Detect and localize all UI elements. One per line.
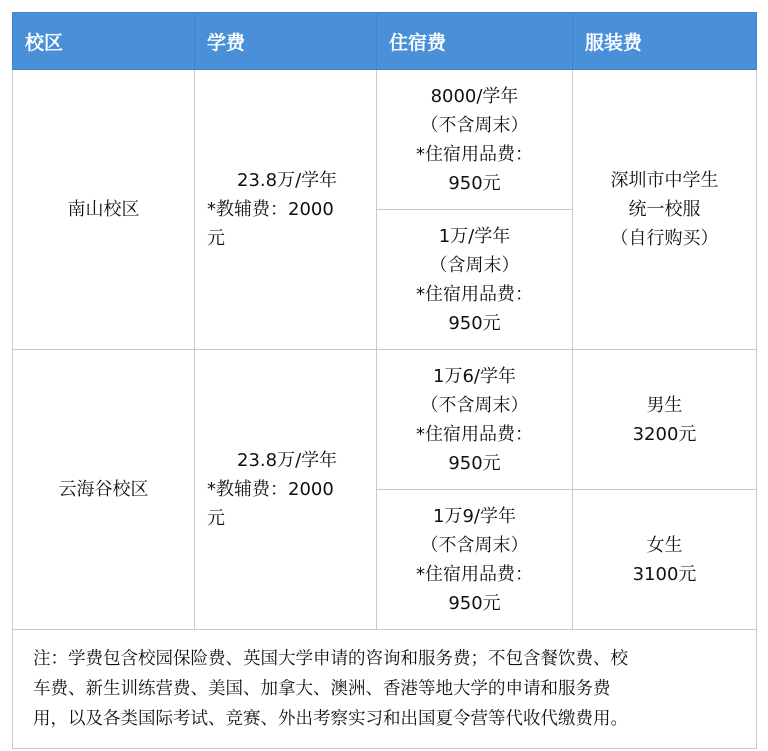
lodging-supplies-label: *住宿用品费： [416,143,533,165]
uniform-cell [573,350,757,490]
uniform-line: 女生 [646,534,683,556]
uniform-line: 3200元 [632,423,697,445]
lodging-supplies-label: *住宿用品费： [416,283,533,305]
uniform-line: 3100元 [632,563,697,585]
uniform-line: 统一校服 [628,199,701,220]
lodging-supplies-fee: 950元 [448,172,501,194]
uniform-cell [573,70,757,350]
lodging-cell [377,490,573,630]
header-lodging: 住宿费 [377,13,573,70]
header-row [13,13,757,70]
uniform-line: 男生 [646,394,683,416]
note-row [13,630,757,749]
uniform-cell [573,490,757,630]
tuition-supplement-unit: 元 [207,228,225,249]
lodging-cell [377,350,573,490]
tuition-supplement: *教辅费：2000 [207,479,334,500]
lodging-supplies-label: *住宿用品费： [416,563,533,585]
lodging-cell [377,210,573,350]
lodging-price: 1万6/学年 [433,365,516,387]
lodging-cell [377,70,573,210]
tuition-amount: 23.8万/学年 [237,170,338,191]
lodging-supplies-fee: 950元 [448,312,501,334]
fee-table [12,12,757,749]
table-row [13,70,757,210]
tuition-cell [195,350,377,630]
note-line: 用，以及各类国际考试、竞赛、外出考察实习和出国夏令营等代收代缴费用。 [33,709,628,729]
lodging-price: 1万9/学年 [433,505,516,527]
lodging-weekend: （含周末） [429,254,520,276]
tuition-cell [195,70,377,350]
tuition-supplement-unit: 元 [207,508,225,529]
tuition-amount: 23.8万/学年 [237,450,338,471]
note-line: 注：学费包含校园保险费、英国大学申请的咨询和服务费；不包含餐饮费、校 [33,649,628,669]
lodging-price: 8000/学年 [430,85,519,107]
tuition-supplement: *教辅费：2000 [207,199,334,220]
lodging-supplies-fee: 950元 [448,452,501,474]
lodging-supplies-label: *住宿用品费： [416,423,533,445]
campus-name: 南山校区 [13,70,195,350]
header-tuition: 学费 [195,13,377,70]
header-campus: 校区 [13,13,195,70]
campus-name: 云海谷校区 [13,350,195,630]
lodging-supplies-fee: 950元 [448,592,501,614]
lodging-price: 1万/学年 [438,225,511,247]
lodging-weekend: （不含周末） [420,394,529,416]
fee-note [13,630,757,749]
header-uniform: 服装费 [573,13,757,70]
note-line: 车费、新生训练营费、美国、加拿大、澳洲、香港等地大学的申请和服务费 [33,679,611,699]
lodging-weekend: （不含周末） [420,114,529,136]
uniform-line: （自行购买） [610,228,719,249]
table-row [13,350,757,490]
uniform-line: 深圳市中学生 [610,170,719,191]
lodging-weekend: （不含周末） [420,534,529,556]
